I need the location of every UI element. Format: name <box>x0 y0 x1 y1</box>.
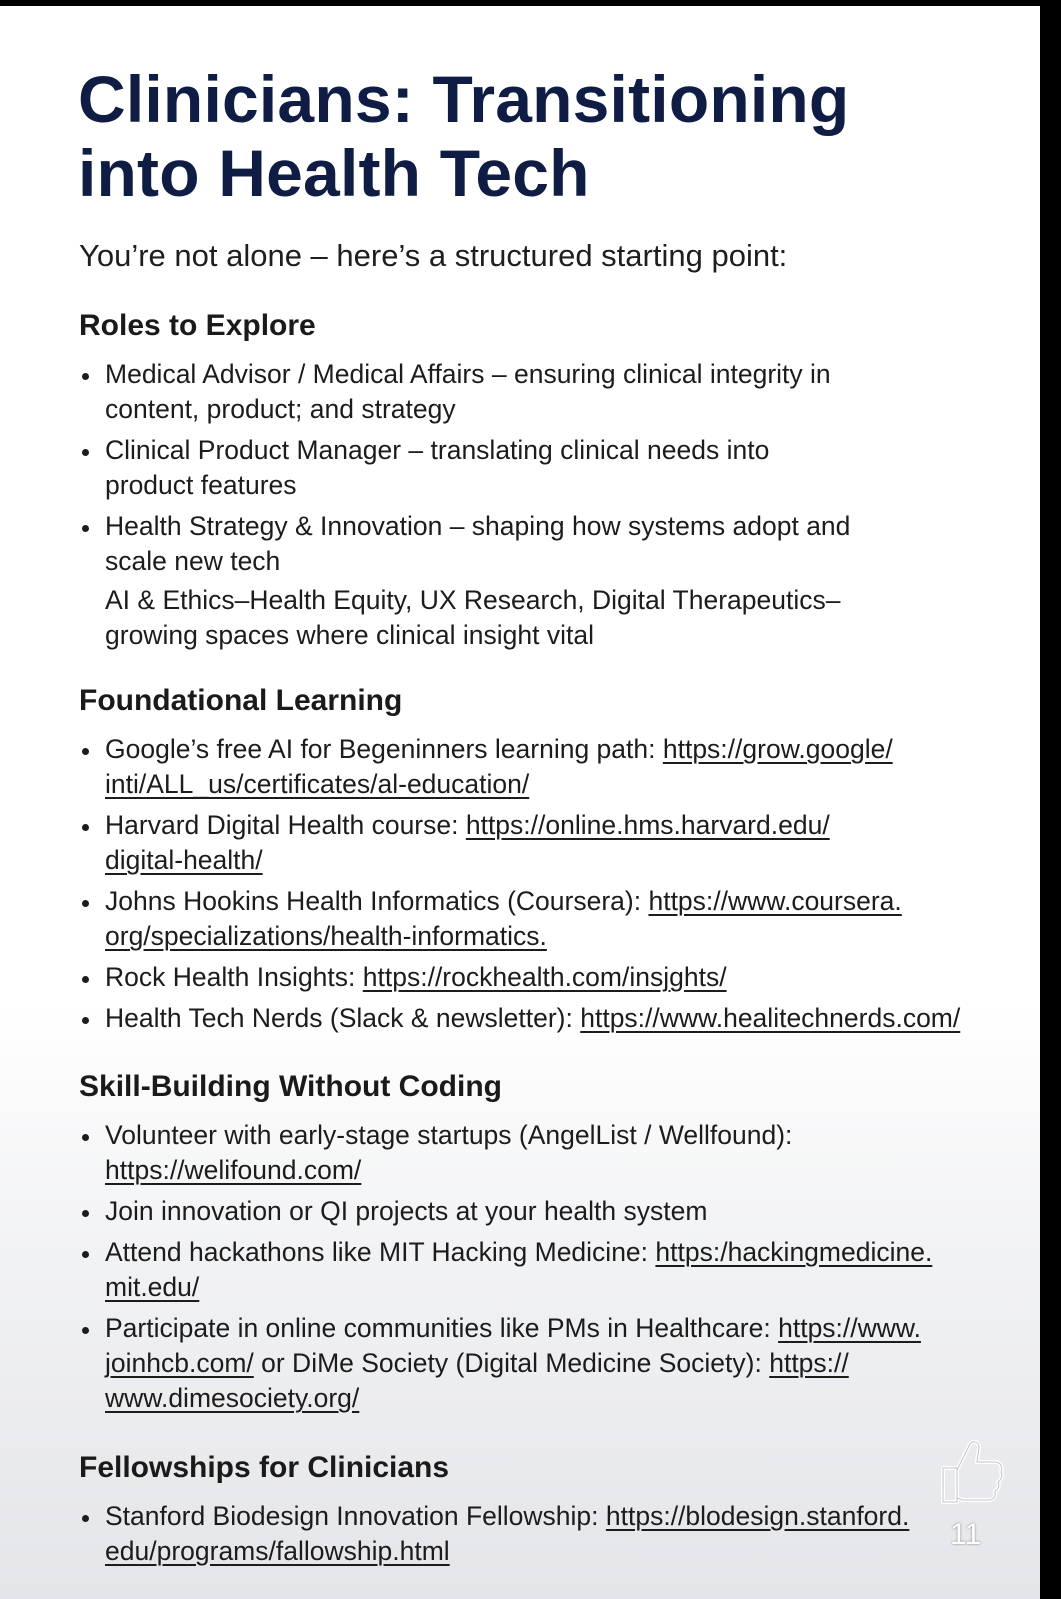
google-ai-link[interactable]: https://grow.google/ <box>662 734 893 764</box>
harvard-link[interactable]: https://online.hms.harvard.edu/ <box>465 810 830 840</box>
list-item: Johns Hookins Health Informatics (Coursera): https://www.coursera. org/specializations/health-informatics. <box>79 884 1024 954</box>
list-item: Volunteer with early-stage startups (AngelList / Wellfound): https://welifound.com/ <box>79 1118 1024 1188</box>
subtitle: You’re not alone – here’s a structured starting point: <box>79 238 788 273</box>
stanford-biodesign-link[interactable]: https://blodesign.stanford. <box>605 1501 910 1531</box>
list-item-continuation: AI & Ethics–Health Equity, UX Research, Digital Therapeutics– growing spaces where clinical insight vital <box>105 585 841 650</box>
title-line-2: into Health Tech <box>78 136 590 210</box>
health-tech-nerds-link[interactable]: https://www.healitechnerds.com/ <box>580 1003 961 1033</box>
skills-list <box>79 1118 1024 1416</box>
list-item: Health Strategy & Innovation – shaping how systems adopt and scale new tech <box>79 509 1024 579</box>
page-title <box>78 62 849 210</box>
list-item: Google’s free AI for Begeninners learning path: https://grow.google/ inti/ALL_us/certificates/al-education/ <box>79 732 1024 802</box>
title-line-1: Clinicians: Transitioning <box>78 62 850 136</box>
section-learning <box>79 682 1024 1036</box>
roles-list <box>79 357 1024 653</box>
section-heading-roles: Roles to Explore <box>79 309 316 342</box>
section-fellowships <box>79 1449 1024 1569</box>
dime-society-link-cont[interactable]: www.dimesociety.org/ <box>105 1383 360 1413</box>
page-number: 11 <box>950 1518 982 1551</box>
list-item: Stanford Biodesign Innovation Fellowship: https://blodesign.stanford. edu/programs/fallowship.html <box>79 1499 1024 1569</box>
harvard-link-cont[interactable]: digital-health/ <box>105 845 263 875</box>
coursera-link-cont[interactable]: org/specializations/health-informatics. <box>105 921 547 951</box>
section-heading-skills: Skill-Building Without Coding <box>79 1070 502 1103</box>
coursera-link[interactable]: https://www.coursera. <box>648 886 902 916</box>
pms-healthcare-link[interactable]: https://www. <box>778 1313 921 1343</box>
section-roles <box>79 307 1024 653</box>
pms-healthcare-link-cont[interactable]: joinhcb.com/ <box>105 1348 254 1378</box>
wellfound-link[interactable]: https://welifound.com/ <box>105 1155 362 1185</box>
list-item: Harvard Digital Health course: https://online.hms.harvard.edu/ digital-health/ <box>79 808 1024 878</box>
dime-society-link[interactable]: https:// <box>769 1348 849 1378</box>
list-item: Join innovation or QI projects at your health system <box>79 1194 1024 1229</box>
list-item: Health Tech Nerds (Slack & newsletter): https://www.healitechnerds.com/ <box>79 1001 1024 1036</box>
learning-list <box>79 732 1024 1036</box>
list-item: Medical Advisor / Medical Affairs – ensuring clinical integrity in content, product; and strategy <box>79 357 1024 427</box>
mit-hacking-medicine-link[interactable]: https:/hackingmedicine. <box>655 1237 933 1267</box>
list-item: Participate in online communities like PMs in Healthcare: https://www. joinhcb.com/ or DiMe Society (Digital Medicine Society): https:// www.dimesociety.org/ <box>79 1311 1024 1416</box>
rock-health-link[interactable]: https://rockhealth.com/insjghts/ <box>362 962 727 992</box>
section-heading-fellowships: Fellowships for Clinicians <box>79 1451 450 1484</box>
section-skills <box>79 1068 1024 1416</box>
mit-hacking-medicine-link-cont[interactable]: mit.edu/ <box>105 1272 200 1302</box>
stanford-biodesign-link-cont[interactable]: edu/programs/fallowship.html <box>105 1536 450 1566</box>
fellowships-list <box>79 1499 1024 1569</box>
list-item: Attend hackathons like MIT Hacking Medicine: https:/hackingmedicine. mit.edu/ <box>79 1235 1024 1305</box>
list-item: Clinical Product Manager – translating clinical needs into product features <box>79 433 1024 503</box>
slide <box>0 6 1040 1599</box>
section-heading-learning: Foundational Learning <box>79 684 403 717</box>
google-ai-link-cont[interactable]: inti/ALL_us/certificates/al-education/ <box>105 769 530 799</box>
list-item: Rock Health Insights: https://rockhealth.com/insjghts/ <box>79 960 1024 995</box>
thumbs-up-icon[interactable] <box>935 1432 1007 1508</box>
